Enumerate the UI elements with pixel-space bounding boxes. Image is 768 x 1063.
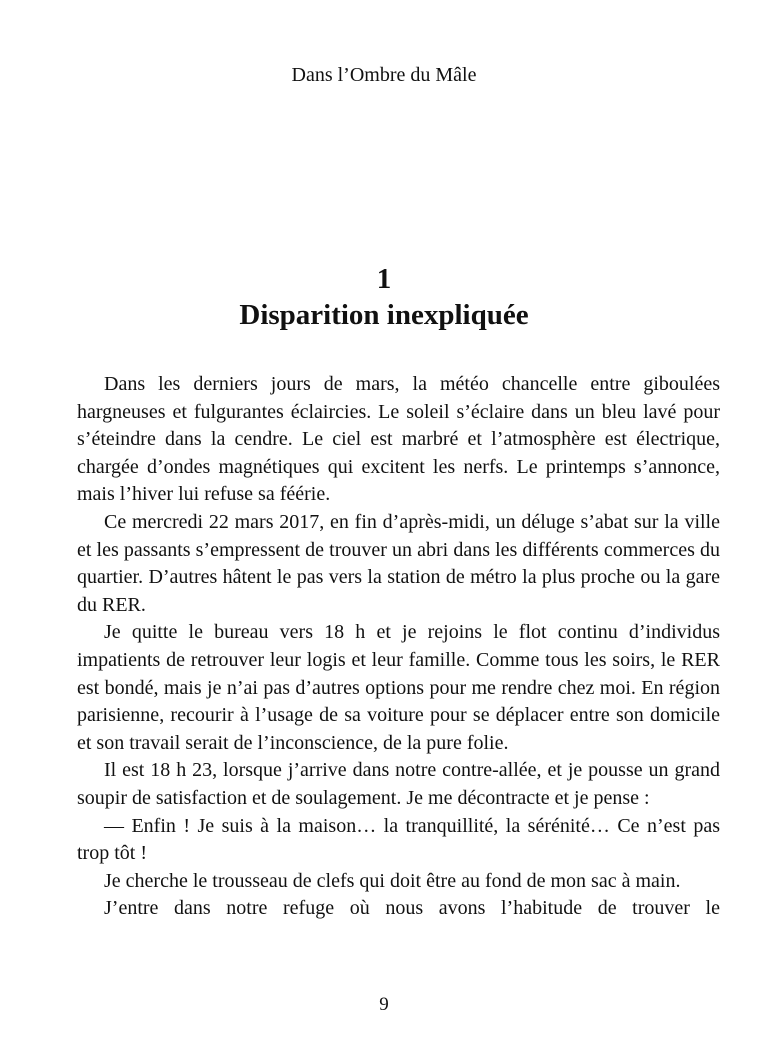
paragraph: Je cherche le trousseau de clefs qui doit être au fond de mon sac à main. (104, 869, 681, 892)
paragraph: J’entre dans notre refuge où nous avons l’habitude de trouver le (104, 897, 720, 920)
paragraph: Dans les derniers jours de mars, la météo chancelle entre giboulées hargneuses et fulgurantes éclaircies. Le soleil s’éclaire dans un bleu lavé pour s’éteindre dans la cendre. Le ciel est marbré et l’atmosphère est électrique, chargée d’ondes magnétiques qui excitent les nerfs. Le printemps s’annonce, mais l’hiver lui refuse sa féérie. (77, 373, 720, 506)
chapter-number: 1 (376, 263, 392, 295)
paragraph: Je quitte le bureau vers 18 h et je rejoins le flot continu d’individus impatients de retrouver leur logis et leur famille. Comme tous les soirs, le RER est bondé, mais je n’ai pas d’autres options pour me rendre chez moi. En région parisienne, recourir à l’usage de sa voiture pour se déplacer entre son domicile et son travail serait de l’inconscience, de la pure folie. (77, 621, 720, 754)
paragraph: — Enfin ! Je suis à la maison… la tranquillité, la sérénité… Ce n’est pas trop tôt ! (77, 814, 720, 865)
paragraph: Ce mercredi 22 mars 2017, en fin d’après-midi, un déluge s’abat sur la ville et les passants s’empressent de trouver un abri dans les différents commerces du quartier. D’autres hâtent le pas vers la station de métro la plus proche ou la gare du RER. (77, 510, 720, 616)
paragraph: Il est 18 h 23, lorsque j’arrive dans notre contre-allée, et je pousse un grand soupir de satisfaction et de soulagement. Je me décontracte et je pense : (77, 759, 720, 809)
page-number: 9 (379, 994, 389, 1015)
running-header: Dans l’Ombre du Mâle (291, 64, 477, 86)
chapter-body (77, 371, 720, 923)
chapter-title: Disparition inexpliquée (239, 299, 529, 331)
